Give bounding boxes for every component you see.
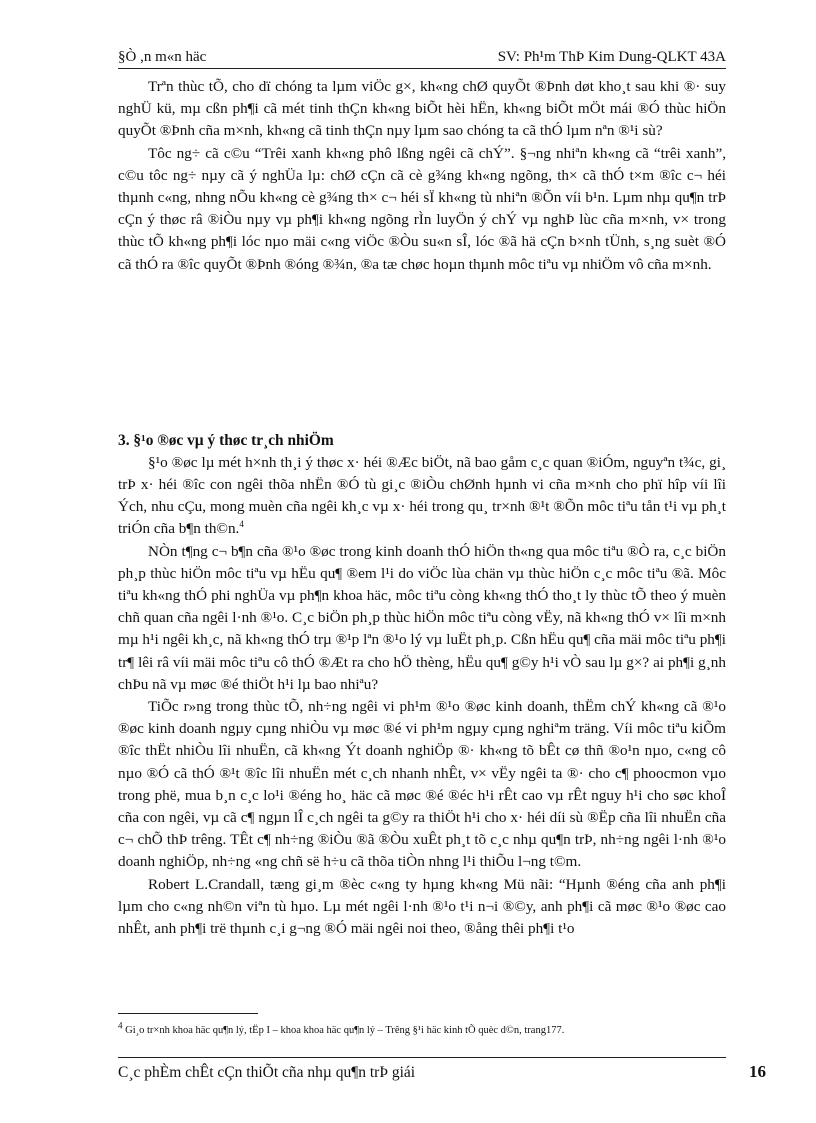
footer-divider [118,1057,726,1058]
paragraph-3-text: §¹o ®øc lµ mét h×nh th¸i ý thøc x· héi ®Æc biÖt, nã bao gåm c¸c quan ®iÓm, nguyªn t¾c, gi¸ trÞ x· héi ®îc con ngêi thõa nhËn ®Ó tù gi¸c ®iÒu chØnh hµnh vi cña m×nh cho phï hîp víi lîi Ých, nhu cÇu, mong muèn cña ngêi kh¸c vµ x· héi trong qu¸ tr×nh ®¹t ®Õn môc tiªu tån t¹i vµ ph¸t triÓn cña b¶n th©n. [118,453,726,538]
header-student-info: SV: Ph¹m ThÞ Kim Dung-QLKT 43A [497,49,726,65]
section-heading: 3. §¹o ®øc vµ ý thøc tr¸ch nhiÖm [118,431,334,449]
footnote [118,1020,726,1038]
footnote-number: 4 [118,1020,123,1031]
paragraph-4: NÒn t¶ng c¬ b¶n cña ®¹o ®øc trong kinh doanh thÓ hiÖn th«ng qua môc tiªu ®Ò ra, c¸c biÖn ph¸p thùc hiÖn môc tiªu vµ hËu qu¶ ®em l¹i do viÖc lùa chän vµ thùc hiÖn c¸c môc tiªu ®ã. Môc tiªu kh«ng thÓ phi nghÜa vµ ph¶n khoa häc, môc tiªu còng kh«ng thÓ tho¸t ly thùc tÕ theo ý muèn chñ quan cña ngêi l·nh ®¹o. C¸c biÖn ph¸p thùc hiÖn môc tiªu còng vËy, nã kh«ng thÓ v× lîi m×nh mµ h¹i ngêi kh¸c, nã kh«ng thÓ trµ ®¹p lªn ®¹o lý vµ luËt ph¸p. Cßn hËu qu¶ cña mäi môc tiªu ph¶i tr¶ lêi râ víi mäi môc tiªu cô thÓ ®Æt ra cho hÖ thèng, hËu qu¶ g©y h¹i vÒ sau lµ g×? ai ph¶i g¸nh chÞu nã vµ møc ®é thiÖt h¹i lµ bao nhiªu? [118,542,726,693]
paragraph-5: TiÕc r»ng trong thùc tÕ, nh÷ng ngêi vi ph¹m ®¹o ®øc kinh doanh, thËm chÝ kh«ng cã ®¹o ®øc kinh doanh ngµy cµng nhiÒu vµ møc ®é vi ph¹m ngµy cµng nghiªm träng. Víi môc tiªu kiÕm ®îc thËt nhiÒu lîi nhuËn, cã kh«ng Ýt doanh nghiÖp ®· kh«ng tõ bÊt cø thñ ®o¹n nµo, c«ng cô nµo ®Ó cã thÓ ®¹t ®îc lîi nhuËn mét c¸ch nhanh nhÊt, v× vËy ngêi ta ®· cho c¶ phoocmon vµo trong phë, mua b¸n c¸c lo¹i ®éng ho¸ häc cã møc ®é ®éc h¹i rÊt cao vµ rÊt nguy h¹i cho søc khoÎ cña con ngêi, vµ cã c¶ ngµn lÎ c¸ch ngêi ta g©y ra thiÖt h¹i cho x· héi díi sù ®Ëp cña lîi nhuËn cña c¬ chÕ thÞ trêng. TÊt c¶ nh÷ng ®iÒu ®ã ®Òu xuÊt ph¸t tõ c¸c nhµ qu¶n trÞ, nh÷ng ngêi l·nh ®¹o doanh nghiÖp, nh÷ng «ng chñ së h÷u cã thõa tiÒn nhng l¹i thiÕu l¬ng t©m. [118,698,726,871]
page-body [118,76,726,940]
blank-space [118,276,726,430]
header-course-title: §Ò ,n m«n häc [118,49,207,65]
page-footer [118,1062,766,1082]
paragraph-1: Trªn thùc tÕ, cho dï chóng ta lµm viÖc g×, kh«ng chØ quyÕt ®Þnh døt kho¸t sau khi ®· suy nghÜ kü, mµ cßn ph¶i cã mét tinh thÇn kh«ng biÕt hèi hËn, kh«ng biÕt mÖt mái ®Ó thùc hiÖn quyÕt ®Þnh cña m×nh, kh«ng cã tinh thÇn nµy lµm sao chóng ta cã thÓ lµm nªn ®¹i sù? [118,78,726,140]
footer-title: C¸c phÈm chÊt cÇn thiÕt cña nhµ qu¶n trÞ giái [118,1064,416,1081]
footnote-divider [118,1013,258,1014]
paragraph-3 [118,452,726,541]
page-header [118,44,726,66]
page-number: 16 [749,1062,766,1081]
paragraph-6: Robert L.Crandall, tæng gi¸m ®èc c«ng ty hµng kh«ng Mü nãi: “Hµnh ®éng cña anh ph¶i lµm cho c«ng nh©n viªn tù hµo. Lµ mét ngêi l·nh ®¹o t¹i n¬i ®©y, anh ph¶i cã møc ®¹o ®øc cao nhÊt, anh ph¶i trë thµnh c¸i g¬ng ®Ó mäi ngêi noi theo, ®ång thêi ph¶i t¹o [118,875,726,938]
footnote-text: Gi¸o tr×nh khoa häc qu¶n lý, tËp I – khoa khoa häc qu¶n lý – Trêng §¹i häc kinh tÕ quèc d©n, trang177. [125,1025,565,1036]
paragraph-2: Tôc ng÷ cã c©u “Trêi xanh kh«ng phô lßng ngêi cã chÝ”. §¬ng nhiªn kh«ng cã “trêi xanh”, c©u tôc ng÷ nµy cã ý nghÜa lµ: chØ cÇn cã cè g¾ng kh«ng ngõng, th× cã thÓ t×m ®îc c¬ héi thµnh c«ng, nhng nÕu kh«ng cè g¾ng th× c¬ héi sÏ kh«ng tù nhiªn ®Õn víi b¹n. Lµm nhµ qu¶n trÞ cÇn ý thøc râ ®iÒu nµy vµ ph¶i kh«ng ngõng rÌn luyÖn ý chÝ vµ nghÞ lùc cña m×nh, v× trong thùc tÕ kh«ng ph¶i lóc nµo mäi c«ng viÖc ®Òu su«n sÎ, lóc ®ã hä cÇn b×nh tÜnh, s¸ng suèt ®Ó cã thÓ ra ®îc quyÕt ®Þnh ®óng ®¾n, ®a tæ chøc hoµn thµnh môc tiªu vµ nhiÖm vô cña m×nh. [118,144,726,273]
footnote-reference: 4 [239,519,244,530]
header-divider [118,68,726,69]
